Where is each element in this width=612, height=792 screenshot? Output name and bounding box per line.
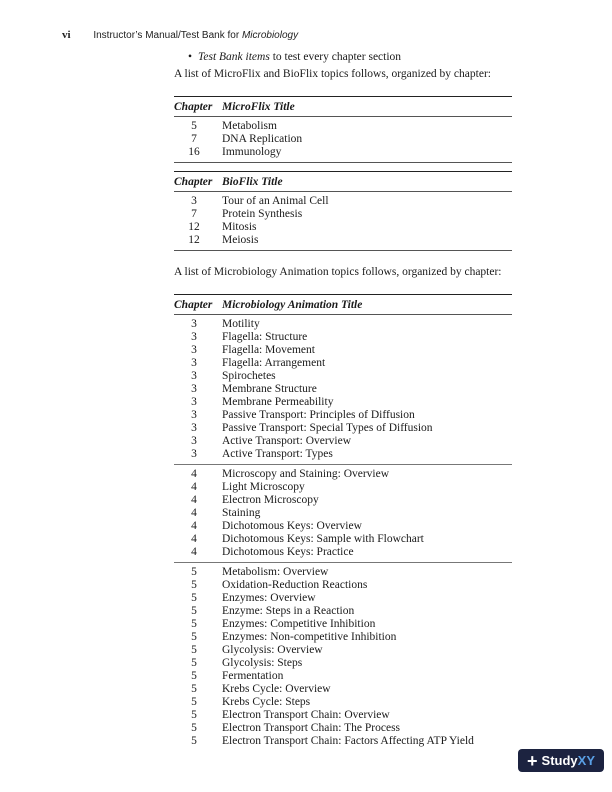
table-row [174,117,512,134]
table-row [174,644,512,657]
table-row [174,344,512,357]
chapter-cell: 4 [191,533,197,545]
chapter-cell: 5 [191,657,197,669]
chapter-cell: 3 [191,344,197,356]
table-row [174,618,512,631]
title-cell: Staining [222,507,261,519]
chapter-cell: 3 [191,396,197,408]
running-header [62,29,298,41]
chapter-group [174,315,512,465]
chapter-cell: 5 [191,631,197,643]
chapter-cell: 5 [191,120,197,132]
chapter-cell: 7 [191,133,197,145]
chapter-cell: 5 [191,592,197,604]
chapter-cell: 3 [191,357,197,369]
title-cell: Krebs Cycle: Overview [222,683,331,695]
title-cell: Metabolism: Overview [222,563,512,580]
title-cell: Glycolysis: Overview [222,644,323,656]
table-row [174,520,512,533]
table-row [174,331,512,344]
bullet-italic: Test Bank items [198,51,270,63]
intro-microflix: A list of MicroFlix and BioFlix topics follows, organized by chapter: [174,68,491,80]
title-cell: Active Transport: Overview [222,435,352,447]
title-cell: Krebs Cycle: Steps [222,696,311,708]
table-row [174,221,512,234]
chapter-group [174,563,512,752]
title-cell: Flagella: Arrangement [222,357,326,369]
table-row [174,709,512,722]
chapter-cell: 3 [191,409,197,421]
chapter-cell: 3 [191,331,197,343]
header-title-italic: Microbiology [241,30,299,41]
chapter-cell: 3 [191,370,197,382]
table-row [174,192,512,209]
title-cell: Electron Transport Chain: Factors Affecting ATP Yield [222,735,474,747]
table-row [174,683,512,696]
chapter-cell: 5 [191,722,197,734]
title-cell: Enzymes: Competitive Inhibition [222,618,376,630]
col-header-chapter: Chapter [174,97,222,117]
bioflix-table [174,171,512,251]
title-cell: Fermentation [222,670,284,682]
title-cell: Passive Transport: Principles of Diffusion [222,409,415,421]
table-row [174,357,512,370]
chapter-cell: 7 [191,208,197,220]
page-number: vi [62,29,71,41]
table-row [174,435,512,448]
chapter-cell: 5 [191,618,197,630]
bullet-item [188,50,512,64]
table-row [174,579,512,592]
table-row [174,133,512,146]
chapter-cell: 4 [174,465,222,482]
col-header-title: BioFlix Title [222,172,512,192]
bullet-text: to test every chapter section [269,51,402,63]
table-row [174,481,512,494]
title-cell: Electron Microscopy [222,494,319,506]
table-row [174,315,512,332]
chapter-cell: 5 [191,683,197,695]
table-row [174,507,512,520]
title-cell: Microscopy and Staining: Overview [222,465,512,482]
title-cell: Metabolism [222,120,277,132]
chapter-cell: 3 [191,383,197,395]
chapter-cell: 4 [191,520,197,532]
table-row [174,465,512,482]
title-cell: Tour of an Animal Cell [222,195,329,207]
table-row [174,409,512,422]
table-row [174,722,512,735]
title-cell: Spirochetes [222,370,276,382]
table-row [174,592,512,605]
title-cell: Light Microscopy [222,481,305,493]
title-cell: Enzymes: Non-competitive Inhibition [222,631,397,643]
table-row [174,631,512,644]
table-row [174,422,512,435]
chapter-cell: 12 [188,234,200,246]
table-row [174,370,512,383]
table-row [174,605,512,618]
title-cell: Flagella: Structure [222,331,308,343]
chapter-cell: 4 [191,494,197,506]
chapter-cell: 5 [191,670,197,682]
chapter-cell: 4 [191,546,197,558]
col-header-title: Microbiology Animation Title [222,295,512,315]
chapter-cell: 5 [191,696,197,708]
chapter-cell: 5 [191,644,197,656]
title-cell: Membrane Permeability [222,396,334,408]
table-row [174,383,512,396]
title-cell: Active Transport: Types [222,448,333,460]
title-cell: Dichotomous Keys: Overview [222,520,362,532]
chapter-cell: 3 [191,422,197,434]
table-row [174,146,512,163]
table-row [174,670,512,683]
chapter-group [174,465,512,563]
title-cell: Protein Synthesis [222,208,303,220]
chapter-cell: 5 [191,709,197,721]
chapter-cell: 5 [191,579,197,591]
title-cell: DNA Replication [222,133,303,145]
title-cell: Membrane Structure [222,383,317,395]
bullet-dot-icon: • [188,51,193,63]
intro-animation: A list of Microbiology Animation topics follows, organized by chapter: [174,266,502,278]
table-row [174,208,512,221]
chapter-cell: 5 [174,563,222,580]
table-row [174,494,512,507]
title-cell: Meiosis [222,234,259,246]
title-cell: Glycolysis: Steps [222,657,303,669]
title-cell: Motility [222,318,260,330]
title-cell: Passive Transport: Special Types of Diffusion [222,422,433,434]
col-header-title: MicroFlix Title [222,97,512,117]
page-body [174,50,512,751]
col-header-chapter: Chapter [174,172,222,192]
title-cell: Mitosis [222,221,257,233]
chapter-cell: 5 [191,605,197,617]
header-title: Instructor’s Manual/Test Bank for [93,30,242,41]
chapter-cell: 16 [188,146,200,158]
chapter-cell: 3 [191,448,197,460]
title-cell: Electron Transport Chain: Overview [222,709,390,721]
table-row [174,696,512,709]
chapter-cell: 5 [191,735,197,747]
table-row [174,533,512,546]
table-row [174,546,512,563]
title-cell: Enzymes: Overview [222,592,316,604]
table-row [174,735,512,751]
table-row [174,563,512,580]
chapter-cell: 3 [191,195,197,207]
brand-study: Study [541,753,578,768]
title-cell: Flagella: Movement [222,344,315,356]
plus-icon: + [527,750,538,771]
chapter-cell: 3 [191,435,197,447]
chapter-cell: 4 [191,507,197,519]
col-header-chapter: Chapter [174,295,222,315]
table-row [174,448,512,465]
table-row [174,234,512,251]
chapter-cell: 3 [191,318,197,330]
chapter-cell: 4 [191,481,197,493]
table-row [174,396,512,409]
brand-xy: XY [577,753,595,768]
chapter-cell: 12 [188,221,200,233]
title-cell: Dichotomous Keys: Sample with Flowchart [222,533,424,545]
table-row [174,657,512,670]
animation-table [174,294,512,751]
studyxy-watermark [518,749,604,772]
title-cell: Enzyme: Steps in a Reaction [222,605,355,617]
title-cell: Dichotomous Keys: Practice [222,546,354,558]
title-cell: Electron Transport Chain: The Process [222,722,401,734]
title-cell: Immunology [222,146,282,158]
title-cell: Oxidation-Reduction Reactions [222,579,368,591]
microflix-table [174,96,512,163]
